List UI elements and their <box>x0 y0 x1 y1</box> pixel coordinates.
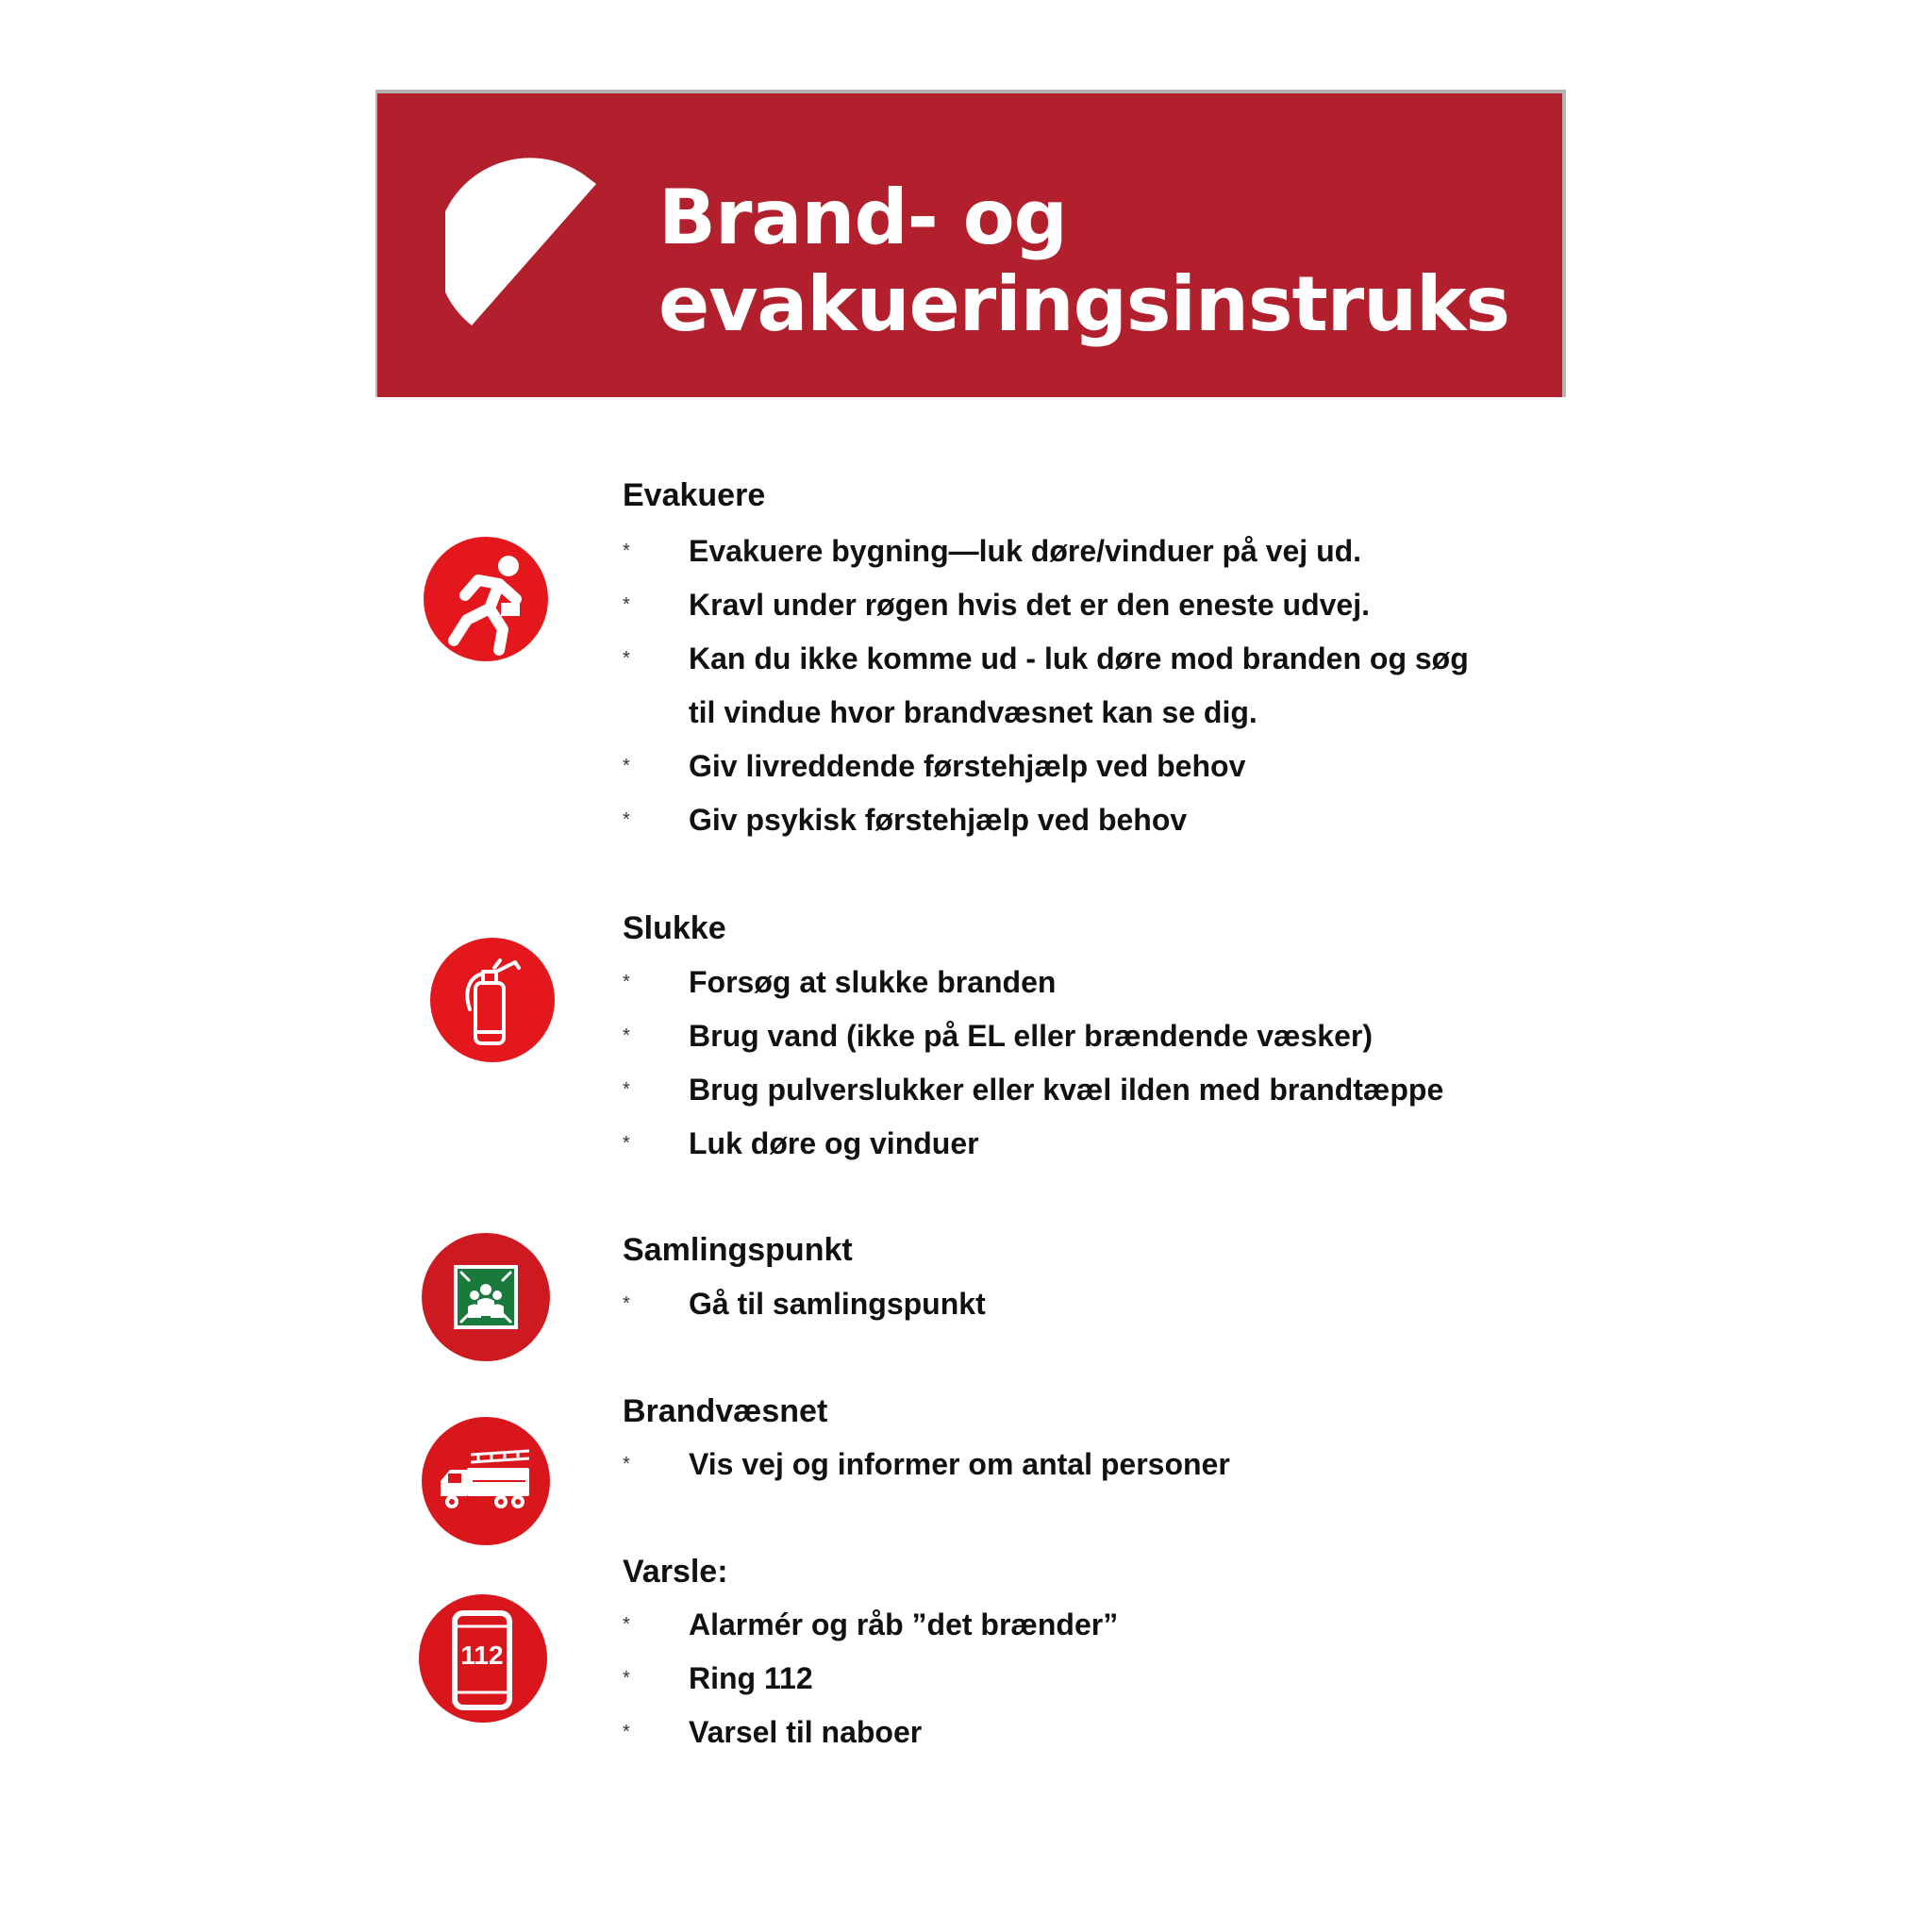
bullet-star-icon: * <box>623 809 630 830</box>
bullet-star-icon: * <box>623 756 630 776</box>
list-item: * Kan du ikke komme ud - luk døre mod branden og søg til vindue hvor brandvæsnet kan se dig. <box>623 632 1623 740</box>
bullet-star-icon: * <box>623 541 630 561</box>
bullet-star-icon: * <box>623 1079 630 1100</box>
phone-112-icon <box>417 1592 549 1724</box>
list-item: * Giv livreddende førstehjælp ved behov <box>623 740 1623 793</box>
bullet-star-icon: * <box>623 1668 630 1689</box>
section-heading-brandvaesnet: Brandvæsnet <box>623 1393 828 1429</box>
list-item: * Alarmér og råb ”det brænder” <box>623 1598 1623 1652</box>
bullet-star-icon: * <box>623 648 630 669</box>
title-banner <box>375 90 1566 397</box>
fire-truck-icon <box>420 1415 552 1547</box>
evakuere-list <box>623 525 1623 847</box>
brandvaesnet-list <box>623 1438 1623 1491</box>
bullet-star-icon: * <box>623 594 630 615</box>
section-heading-samlingspunkt: Samlingspunkt <box>623 1232 853 1268</box>
bullet-star-icon: * <box>623 1614 630 1635</box>
phone-number-label: 112 <box>460 1641 504 1670</box>
list-item: * Vis vej og informer om antal personer <box>623 1438 1623 1491</box>
samlingspunkt-list <box>623 1277 1623 1331</box>
bullet-star-icon: * <box>623 1025 630 1046</box>
page-title-line-2: evakueringsinstruks <box>658 260 1509 348</box>
half-circle-logo-icon <box>445 156 625 335</box>
running-person-icon <box>420 533 552 665</box>
fire-extinguisher-icon <box>426 934 558 1066</box>
bullet-star-icon: * <box>623 1293 630 1314</box>
assembly-point-icon <box>420 1231 552 1363</box>
list-item: * Giv psykisk førstehjælp ved behov <box>623 793 1623 847</box>
bullet-star-icon: * <box>623 1133 630 1154</box>
list-item: * Brug vand (ikke på EL eller brændende væsker) <box>623 1009 1623 1063</box>
list-item: * Varsel til naboer <box>623 1706 1623 1759</box>
list-item: * Brug pulverslukker eller kvæl ilden med brandtæppe <box>623 1063 1623 1117</box>
bullet-star-icon: * <box>623 972 630 992</box>
section-heading-slukke: Slukke <box>623 910 726 946</box>
section-heading-evakuere: Evakuere <box>623 477 766 513</box>
list-item: * Forsøg at slukke branden <box>623 956 1623 1009</box>
page-title <box>658 175 1509 348</box>
varsle-list <box>623 1598 1623 1759</box>
slukke-list <box>623 956 1623 1171</box>
list-item: * Luk døre og vinduer <box>623 1117 1623 1171</box>
page-title-line-1: Brand- og <box>658 174 1067 261</box>
list-item: * Kravl under røgen hvis det er den eneste udvej. <box>623 578 1623 632</box>
list-item: * Gå til samlingspunkt <box>623 1277 1623 1331</box>
bullet-star-icon: * <box>623 1454 630 1474</box>
section-heading-varsle: Varsle: <box>623 1554 728 1590</box>
list-item: * Evakuere bygning—luk døre/vinduer på vej ud. <box>623 525 1623 578</box>
bullet-star-icon: * <box>623 1722 630 1742</box>
list-item: * Ring 112 <box>623 1652 1623 1706</box>
